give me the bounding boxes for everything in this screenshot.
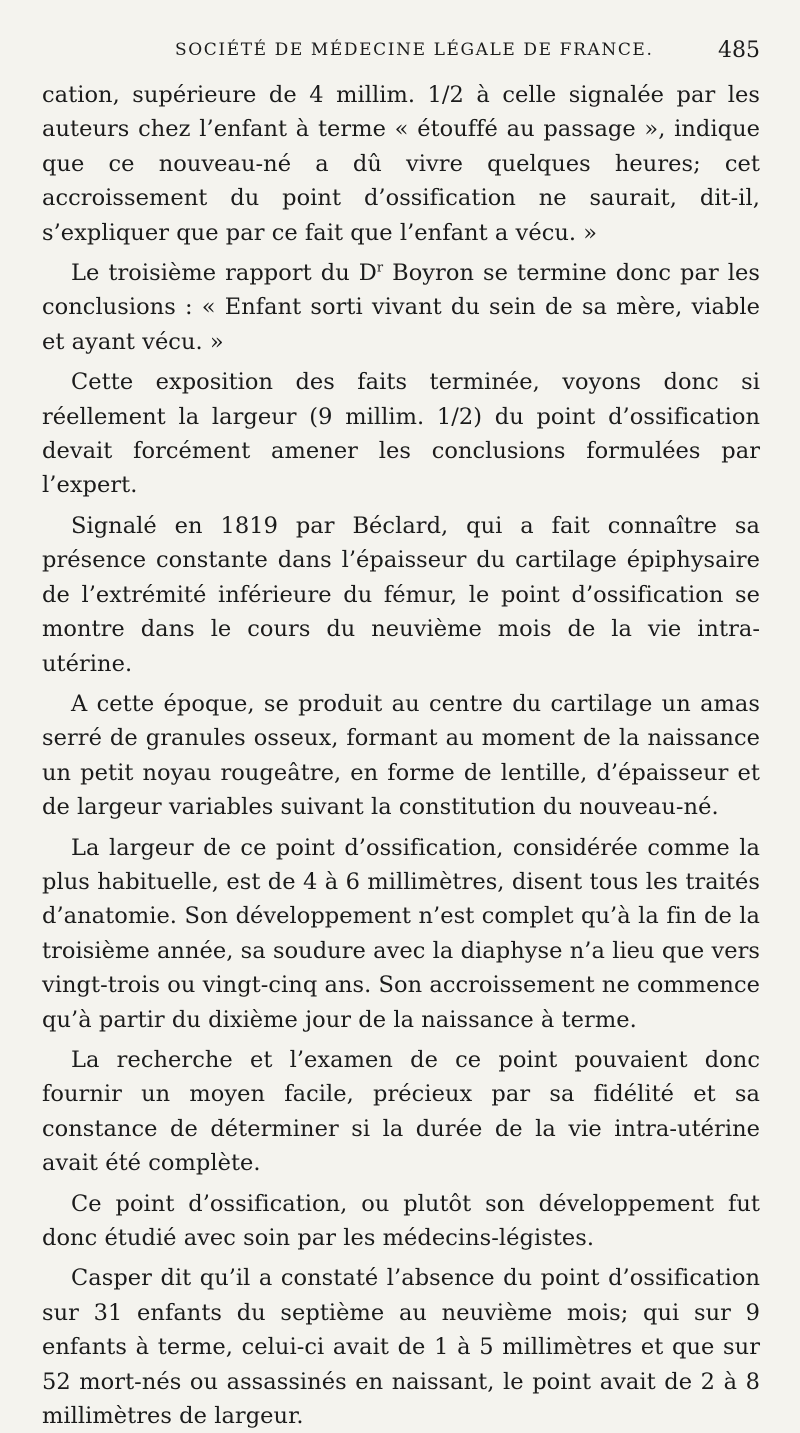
- running-title: SOCIÉTÉ DE MÉDECINE LÉGALE DE FRANCE.: [175, 40, 654, 60]
- paragraph-text: Le troisième rapport du D: [71, 260, 377, 287]
- paragraph: cation, supérieure de 4 millim. 1/2 à celle signalée par les auteurs chez l’enfant à terme « étouffé au passage », indique que ce nouveau-né a dû vivre quelques heures; cet accroissement du point d’ossification ne saurait, dit-il, s’expliquer que par ce fait que l’enfant a vécu. »: [42, 82, 760, 246]
- paragraph-text: Boyron se termine donc par les conclusions : « Enfant sorti vivant du sein de sa mère, viable et ayant vécu. »: [42, 260, 760, 355]
- paragraph: La largeur de ce point d’ossification, considérée comme la plus habituelle, est de 4 à 6 millimètres, disent tous les traités d’anatomie. Son développement n’est complet qu’à la fin de la troisième année, sa soudure avec la diaphyse n’a lieu que vers vingt-trois ou vingt-cinq ans. Son accroissement ne commence qu’à partir du dixième jour de la naissance à terme.: [42, 834, 760, 1033]
- paragraph: Ce point d’ossification, ou plutôt son développement fut donc étudié avec soin par les médecins-légistes.: [42, 1190, 760, 1251]
- paragraph: [42, 256, 760, 359]
- body-text: [42, 78, 760, 1433]
- paragraph: Cette exposition des faits terminée, voyons donc si réellement la largeur (9 millim. 1/2) du point d’ossification devait forcément amener les conclusions formulées par l’expert.: [42, 369, 760, 499]
- paragraph: A cette époque, se produit au centre du cartilage un amas serré de granules osseux, formant au moment de la naissance un petit noyau rougeâtre, en forme de lentille, d’épaisseur et de largeur variables suivant la constitution du nouveau-né.: [42, 690, 760, 821]
- paragraph: La recherche et l’examen de ce point pouvaient donc fournir un moyen facile, précieux par sa fidélité et sa constance de déterminer si la durée de la vie intra-utérine avait été complète.: [42, 1046, 760, 1177]
- page-number: 485: [718, 38, 760, 63]
- paragraph: Casper dit qu’il a constaté l’absence du point d’ossification sur 31 enfants du septième au neuvième mois; qui sur 9 enfants à terme, celui-ci avait de 1 à 5 millimètres et que sur 52 mort-nés ou assassinés en naissant, le point avait de 2 à 8 millimètres de largeur.: [42, 1265, 760, 1430]
- running-head: [42, 34, 760, 78]
- superscript: r: [376, 260, 384, 276]
- paragraph: Signalé en 1819 par Béclard, qui a fait connaître sa présence constante dans l’épaisseur du cartilage épiphysaire de l’extrémité inférieure du fémur, le point d’ossification se montre dans le cours du neuvième mois de la vie intra-utérine.: [42, 512, 760, 677]
